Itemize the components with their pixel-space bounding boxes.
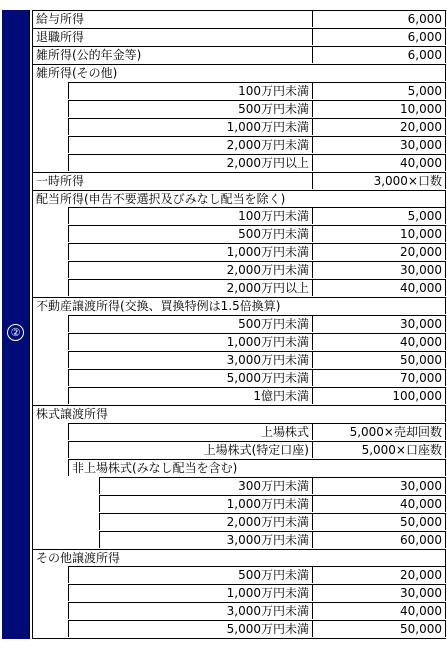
row-value: 30,000 [312,261,446,278]
row-value: 30,000 [312,477,446,494]
row-label: 2,000万円未満 [99,513,312,530]
row-value: 3,000×口数 [312,172,446,189]
row-value: 40,000 [312,602,446,619]
row-label: 1,000万円未満 [68,243,312,260]
section-marker: ② [7,324,24,341]
row-value: 6,000 [312,10,446,27]
section-marker-wrap [2,322,29,342]
row-value: 30,000 [312,315,446,332]
row-value: 30,000 [312,584,446,601]
row-label: 退職所得 [32,28,312,45]
row-value: 5,000 [312,207,446,224]
row-value: 5,000×口座数 [312,441,446,458]
row-value: 50,000 [312,513,446,530]
section-sidebar [2,10,30,639]
row-label: 上場株式(特定口座) [68,441,312,458]
row-label: 500万円未満 [68,225,312,242]
row-value: 60,000 [312,531,446,548]
row-label: 2,000万円以上 [68,154,312,171]
row-value: 5,000×売却回数 [312,423,446,440]
row-label: 給与所得 [32,10,312,27]
row-value: 6,000 [312,46,446,63]
row-label: 上場株式 [68,423,312,440]
category-label: 雑所得(その他) [32,64,446,81]
table-left-border [32,10,33,638]
category-label: 配当所得(申告不要選択及びみなし配当を除く) [32,190,446,207]
row-value: 30,000 [312,136,446,153]
category-label: 株式譲渡所得 [32,405,446,422]
row-value: 6,000 [312,28,446,45]
row-value: 40,000 [312,495,446,512]
table-bottom-border [32,638,446,639]
row-value: 20,000 [312,566,446,583]
row-label: 5,000万円未満 [68,620,312,637]
row-label: 100万円未満 [68,207,312,224]
row-value: 20,000 [312,243,446,260]
row-value: 40,000 [312,333,446,350]
row-label: 3,000万円未満 [99,531,312,548]
row-label: 2,000万円未満 [68,136,312,153]
row-label: 5,000万円未満 [68,369,312,386]
row-value: 40,000 [312,154,446,171]
row-label: 2,000万円未満 [68,261,312,278]
row-value: 40,000 [312,279,446,296]
row-label: 3,000万円未満 [68,602,312,619]
row-value: 10,000 [312,100,446,117]
row-label: 1,000万円未満 [99,495,312,512]
category-label: 不動産譲渡所得(交換、買換特例は1.5倍換算) [32,297,446,314]
row-label: 1,000万円未満 [68,118,312,135]
row-label: 一時所得 [32,172,312,189]
category-label: その他譲渡所得 [32,549,446,566]
row-value: 70,000 [312,369,446,386]
row-label: 雑所得(公的年金等) [32,46,312,63]
row-label: 100万円未満 [68,82,312,99]
row-label: 2,000万円以上 [68,279,312,296]
row-value: 100,000 [312,387,446,404]
row-label: 500万円未満 [68,315,312,332]
row-label: 500万円未満 [68,100,312,117]
row-value: 50,000 [312,620,446,637]
row-label: 1,000万円未満 [68,584,312,601]
row-value: 10,000 [312,225,446,242]
row-value: 20,000 [312,118,446,135]
row-label: 3,000万円未満 [68,351,312,368]
row-value: 5,000 [312,82,446,99]
category-label: 非上場株式(みなし配当を含む) [68,459,446,476]
row-value: 50,000 [312,351,446,368]
row-label: 500万円未満 [68,566,312,583]
row-label: 1,000万円未満 [68,333,312,350]
row-label: 300万円未満 [99,477,312,494]
row-label: 1億円未満 [68,387,312,404]
